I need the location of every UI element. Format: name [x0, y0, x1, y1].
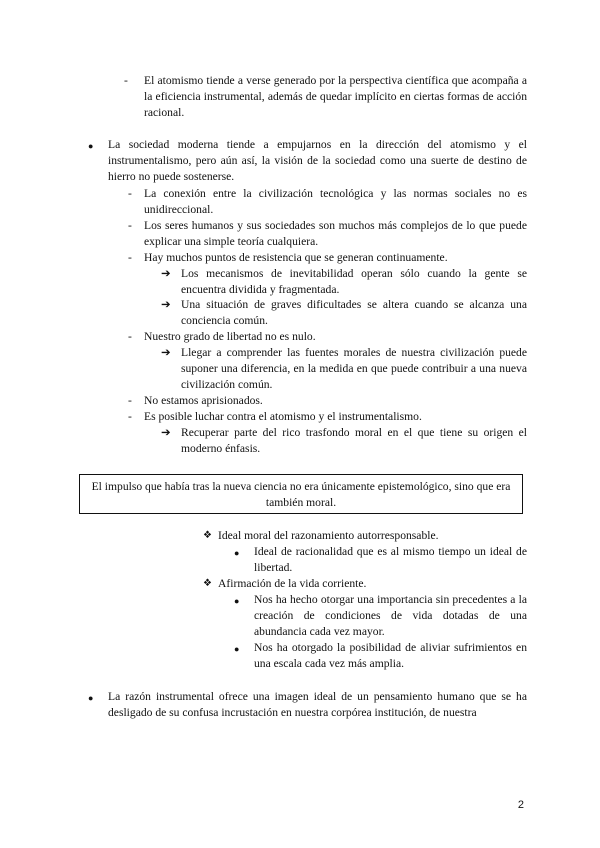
quote-box: [79, 474, 523, 514]
dash-marker: -: [128, 394, 132, 407]
list-item: Ideal moral del razonamiento autorresponsable.: [218, 529, 439, 542]
list-item: Afirmación de la vida corriente.: [218, 577, 367, 590]
list-item: Nos ha hecho otorgar una importancia sin precedentes a la creación de condiciones de vida dotadas de una abundancia cada vez mayor.: [254, 593, 527, 638]
list-item: Nuestro grado de libertad no es nulo.: [144, 330, 316, 343]
arrow-marker: ➔: [161, 426, 171, 439]
diamond-marker: ❖: [203, 530, 212, 541]
dash-marker: -: [128, 219, 132, 232]
dash-marker: -: [124, 74, 128, 87]
arrow-marker: ➔: [161, 298, 171, 311]
list-item: Nos ha otorgado la posibilidad de aliviar sufrimientos en una escala cada vez más amplia.: [254, 641, 527, 670]
bullet-marker: ●: [234, 548, 240, 558]
list-item: La conexión entre la civilización tecnológica y las normas sociales no es unidireccional.: [144, 187, 527, 216]
diamond-marker: ❖: [203, 578, 212, 589]
bullet-marker: ●: [234, 644, 240, 654]
bullet-marker: ●: [88, 693, 94, 703]
arrow-marker: ➔: [161, 267, 171, 280]
quote-text: El impulso que había tras la nueva ciencia no era únicamente epistemológico, sino que era también moral.: [91, 480, 511, 509]
list-item: La sociedad moderna tiende a empujarnos en la dirección del atomismo y el instrumentalismo, pero aún así, la visión de la sociedad como una suerte de destino de hierro no puede sostenerse.: [108, 138, 527, 183]
arrow-marker: ➔: [161, 346, 171, 359]
dash-marker: -: [128, 410, 132, 423]
list-item: Los seres humanos y sus sociedades son muchos más complejos de lo que puede explicar una simple teoría cualquiera.: [144, 219, 527, 248]
dash-marker: -: [128, 251, 132, 264]
list-item: Es posible luchar contra el atomismo y el instrumentalismo.: [144, 410, 422, 423]
list-item: Hay muchos puntos de resistencia que se generan continuamente.: [144, 251, 448, 264]
list-item: Ideal de racionalidad que es al mismo tiempo un ideal de libertad.: [254, 545, 527, 574]
list-item: El atomismo tiende a verse generado por la perspectiva científica que acompaña a la eficiencia instrumental, además de quedar implícito en ciertas formas de acción racional.: [144, 74, 527, 119]
bullet-marker: ●: [88, 141, 94, 151]
list-item: No estamos aprisionados.: [144, 394, 263, 407]
dash-marker: -: [128, 330, 132, 343]
bullet-marker: ●: [234, 596, 240, 606]
page-number: 2: [517, 799, 524, 811]
list-item: Recuperar parte del rico trasfondo moral en el que tiene su origen el moderno énfasis.: [181, 426, 527, 455]
list-item: Una situación de graves dificultades se altera cuando se alcanza una conciencia común.: [181, 298, 527, 327]
list-item: Llegar a comprender las fuentes morales de nuestra civilización puede suponer una diferencia, en la medida en que puede contribuir a una nueva civilización común.: [181, 346, 527, 391]
dash-marker: -: [128, 187, 132, 200]
list-item: La razón instrumental ofrece una imagen ideal de un pensamiento humano que se ha desligado de su confusa incrustación en nuestra corpórea institución, de nuestra: [108, 690, 527, 719]
list-item: Los mecanismos de inevitabilidad operan sólo cuando la gente se encuentra dividida y fragmentada.: [181, 267, 527, 296]
